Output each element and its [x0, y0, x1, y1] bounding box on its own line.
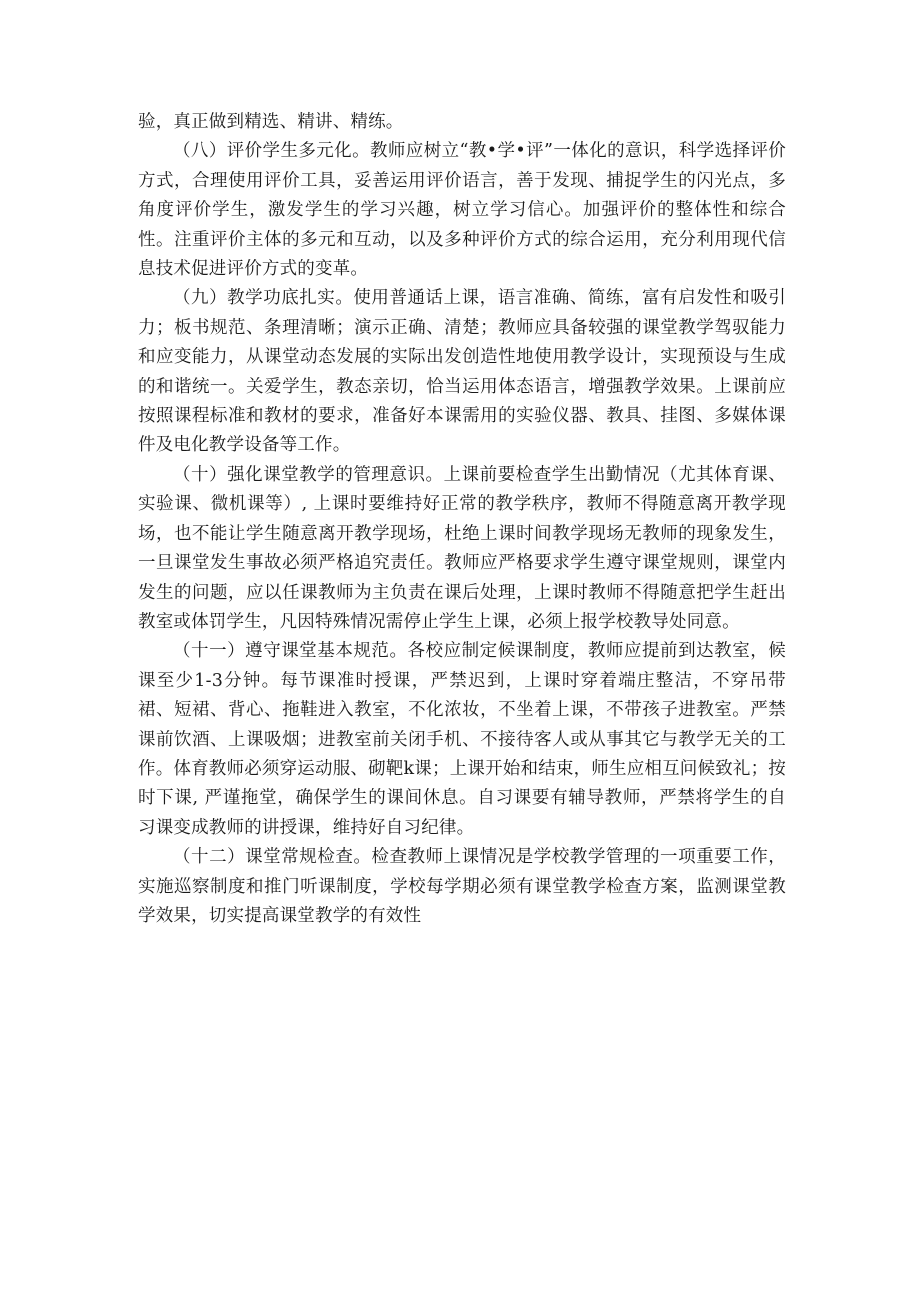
paragraph-classroom-management: （十）强化课堂教学的管理意识。上课前要检查学生出勤情况（尤其体育课、实验课、微机课等）, 上课时要维持好正常的教学秩序，教师不得随意离开教学现场，也不能让学生随意离开教学现场，杜绝上课时间教学现场无教师的现象发生，一旦课堂发生事故必须严格追究责任。教师应严格要求学生遵守课堂规则，课堂内发生的问题，应以任课教师为主负责在课后处理，上课时教师不得随意把学生赶出教室或体罚学生，凡因特殊情况需停止学生上课，必须上报学校教导处同意。: [138, 464, 786, 632]
paragraph-continued: 验，真正做到精选、精讲、精练。: [138, 112, 404, 132]
document-body: [138, 108, 786, 931]
paragraph-classroom-norms: （十一）遵守课堂基本规范。各校应制定候课制度，教师应提前到达教室，候课至少1-3分钟。每节课准时授课，严禁迟到，上课时穿着端庄整洁，不穿吊带裙、短裙、背心、拖鞋进入教室，不化浓妆，不坐着上课，不带孩子进教室。严禁课前饮酒、上课吸烟；进教室前关闭手机、不接待客人或从事其它与教学无关的工作。体育教师必须穿运动服、砌靶k课；上课开始和结束，师生应相互问候致礼；按时下课, 严谨拖堂，确保学生的课间休息。自习课要有辅导教师，严禁将学生的自习课变成教师的讲授课，维持好自习纪律。: [138, 641, 787, 838]
paragraph-teaching-skills: （九）教学功底扎实。使用普通话上课，语言准确、简练，富有启发性和吸引力；板书规范、条理清晰；演示正确、清楚；教师应具备较强的课堂教学驾驭能力和应变能力，从课堂动态发展的实际出发创造性地使用教学设计，实现预设与生成的和谐统一。关爱学生，教态亲切，恰当运用体态语言，增强教学效果。上课前应按照课程标准和教材的要求，准备好本课需用的实验仪器、教具、挂图、多媒体课件及电化教学设备等工作。: [138, 288, 786, 456]
paragraph-routine-inspection: （十二）课堂常规检查。检查教师上课情况是学校教学管理的一项重要工作，实施巡察制度和推门听课制度，学校每学期必须有课堂教学检查方案，监测课堂教学效果，切实提高课堂教学的有效性: [138, 847, 786, 926]
paragraph-evaluation: （八）评价学生多元化。教师应树立“教•学•评”一体化的意识，科学选择评价方式，合理使用评价工具，妥善运用评价语言，善于发现、捕捉学生的闪光点，多角度评价学生，激发学生的学习兴趣，树立学习信心。加强评价的整体性和综合性。注重评价主体的多元和互动，以及多种评价方式的综合运用，充分利用现代信息技术促进评价方式的变革。: [138, 141, 786, 280]
